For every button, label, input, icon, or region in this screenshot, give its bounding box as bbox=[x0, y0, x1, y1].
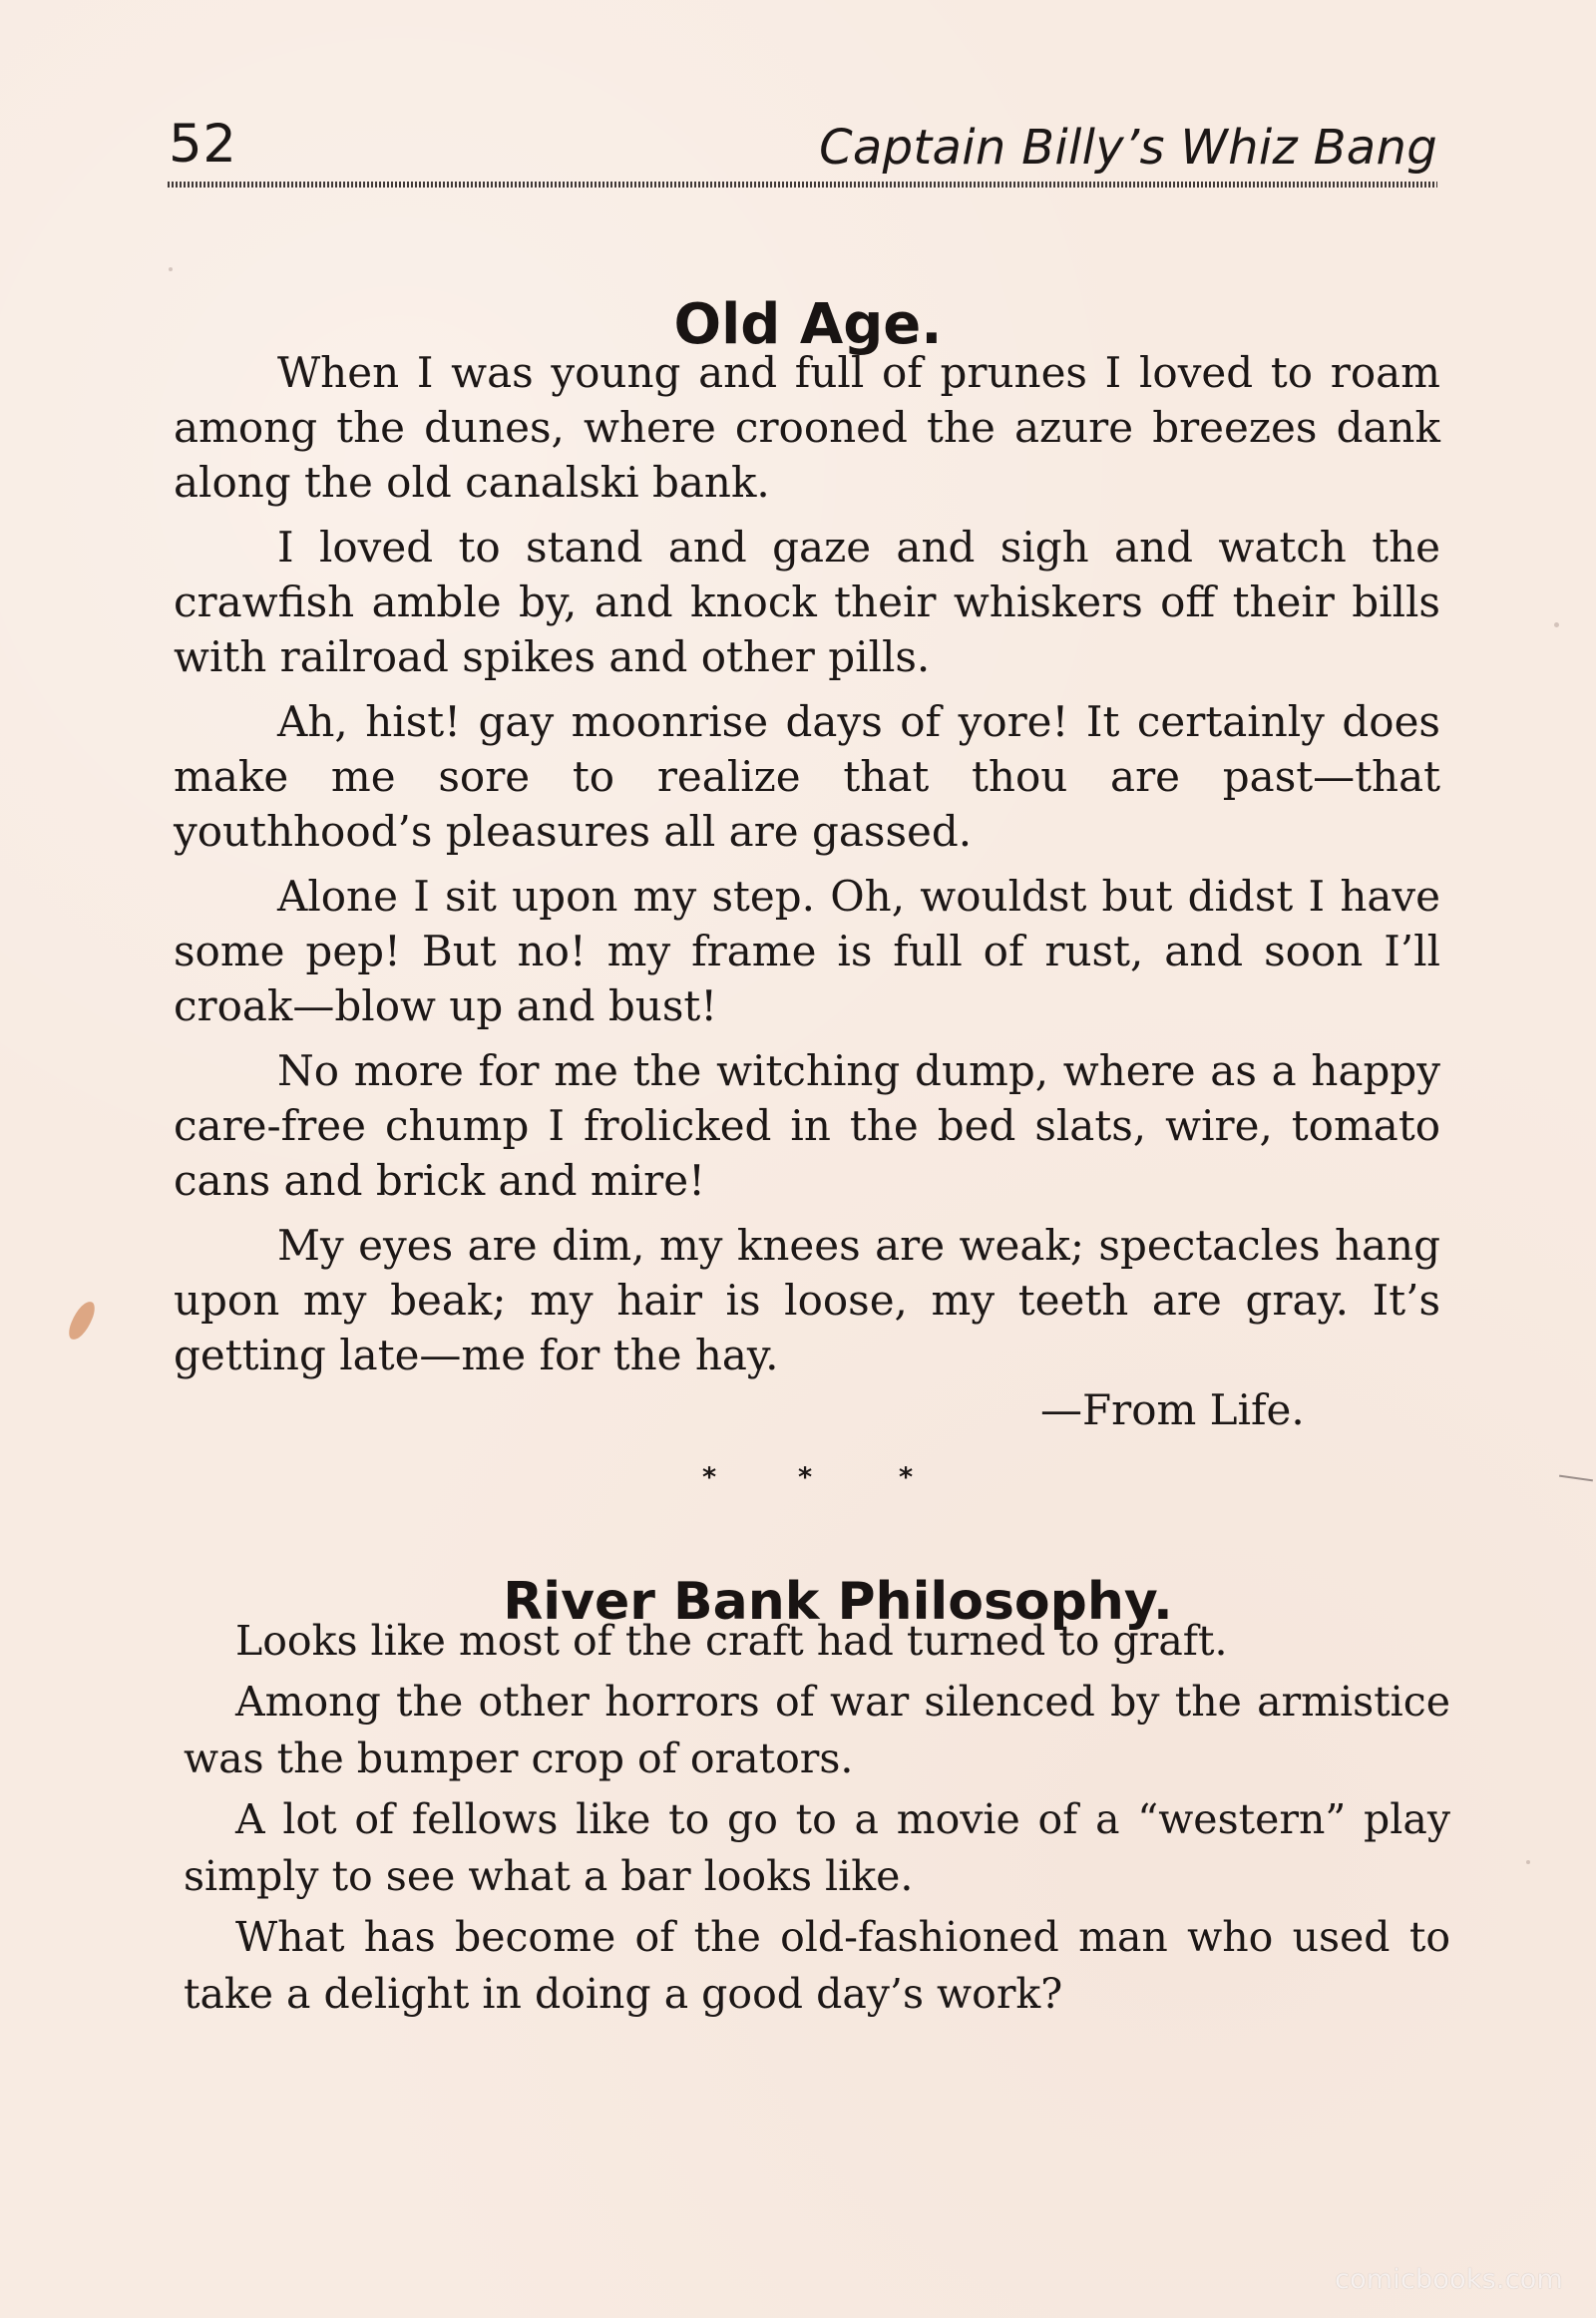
section-separator bbox=[694, 1464, 944, 1499]
old-age-attribution: —From Life. bbox=[1040, 1385, 1305, 1434]
running-title: Captain Billy’s Whiz Bang bbox=[819, 120, 1437, 176]
old-age-article bbox=[174, 345, 1440, 1382]
river-bank-paragraph-4: What has become of the old-fashioned man who used to take a delight in doing a good day’s work? bbox=[184, 1913, 1450, 2018]
river-bank-paragraph-3: A lot of fellows like to go to a movie of a “western” play simply to see what a bar looks like. bbox=[184, 1795, 1450, 1900]
separator-asterisk: * bbox=[898, 1462, 914, 1493]
river-bank-paragraph-2: Among the other horrors of war silenced by the armistice was the bumper crop of orators. bbox=[184, 1678, 1450, 1782]
old-age-paragraph-4: Alone I sit upon my step. Oh, wouldst but didst I have some pep! But no! my frame is full of rust, and soon I’ll croak—blow up and bust! bbox=[174, 872, 1440, 1030]
paper-speck bbox=[1526, 1860, 1530, 1864]
river-bank-heading: River Bank Philosophy. bbox=[503, 1572, 1173, 1633]
separator-asterisk: * bbox=[797, 1462, 813, 1493]
old-age-paragraph-2: I loved to stand and gaze and sigh and watch the crawfish amble by, and knock their whiskers off their bills with railroad spikes and other pills. bbox=[174, 523, 1440, 681]
old-age-paragraph-1: When I was young and full of prunes I loved to roam among the dunes, where crooned the azure breezes dank along the old canalski bank. bbox=[174, 348, 1440, 507]
paper-speck bbox=[169, 267, 173, 271]
site-watermark: comicbooks.com bbox=[1335, 2264, 1563, 2295]
old-age-heading: Old Age. bbox=[673, 291, 943, 357]
river-bank-article bbox=[184, 1613, 1450, 2023]
paper-speck bbox=[1554, 622, 1559, 627]
old-age-paragraph-6: My eyes are dim, my knees are weak; spectacles hang upon my beak; my hair is loose, my teeth are gray. It’s getting late—me for the hay. bbox=[174, 1221, 1440, 1379]
river-bank-paragraph-1: Looks like most of the craft had turned to graft. bbox=[235, 1617, 1228, 1665]
header-divider bbox=[168, 182, 1437, 188]
old-age-paragraph-3: Ah, hist! gay moonrise days of yore! It certainly does make me sore to realize that thou are past—that youthhood’s pleasures all are gassed. bbox=[174, 697, 1440, 856]
separator-asterisk: * bbox=[701, 1462, 717, 1493]
paper-stain bbox=[66, 1298, 98, 1344]
page-number: 52 bbox=[169, 114, 237, 175]
page-edge-mark bbox=[1559, 1475, 1593, 1482]
old-age-paragraph-5: No more for me the witching dump, where as a happy care-free chump I frolicked in the bed slats, wire, tomato cans and brick and mire! bbox=[174, 1046, 1440, 1205]
